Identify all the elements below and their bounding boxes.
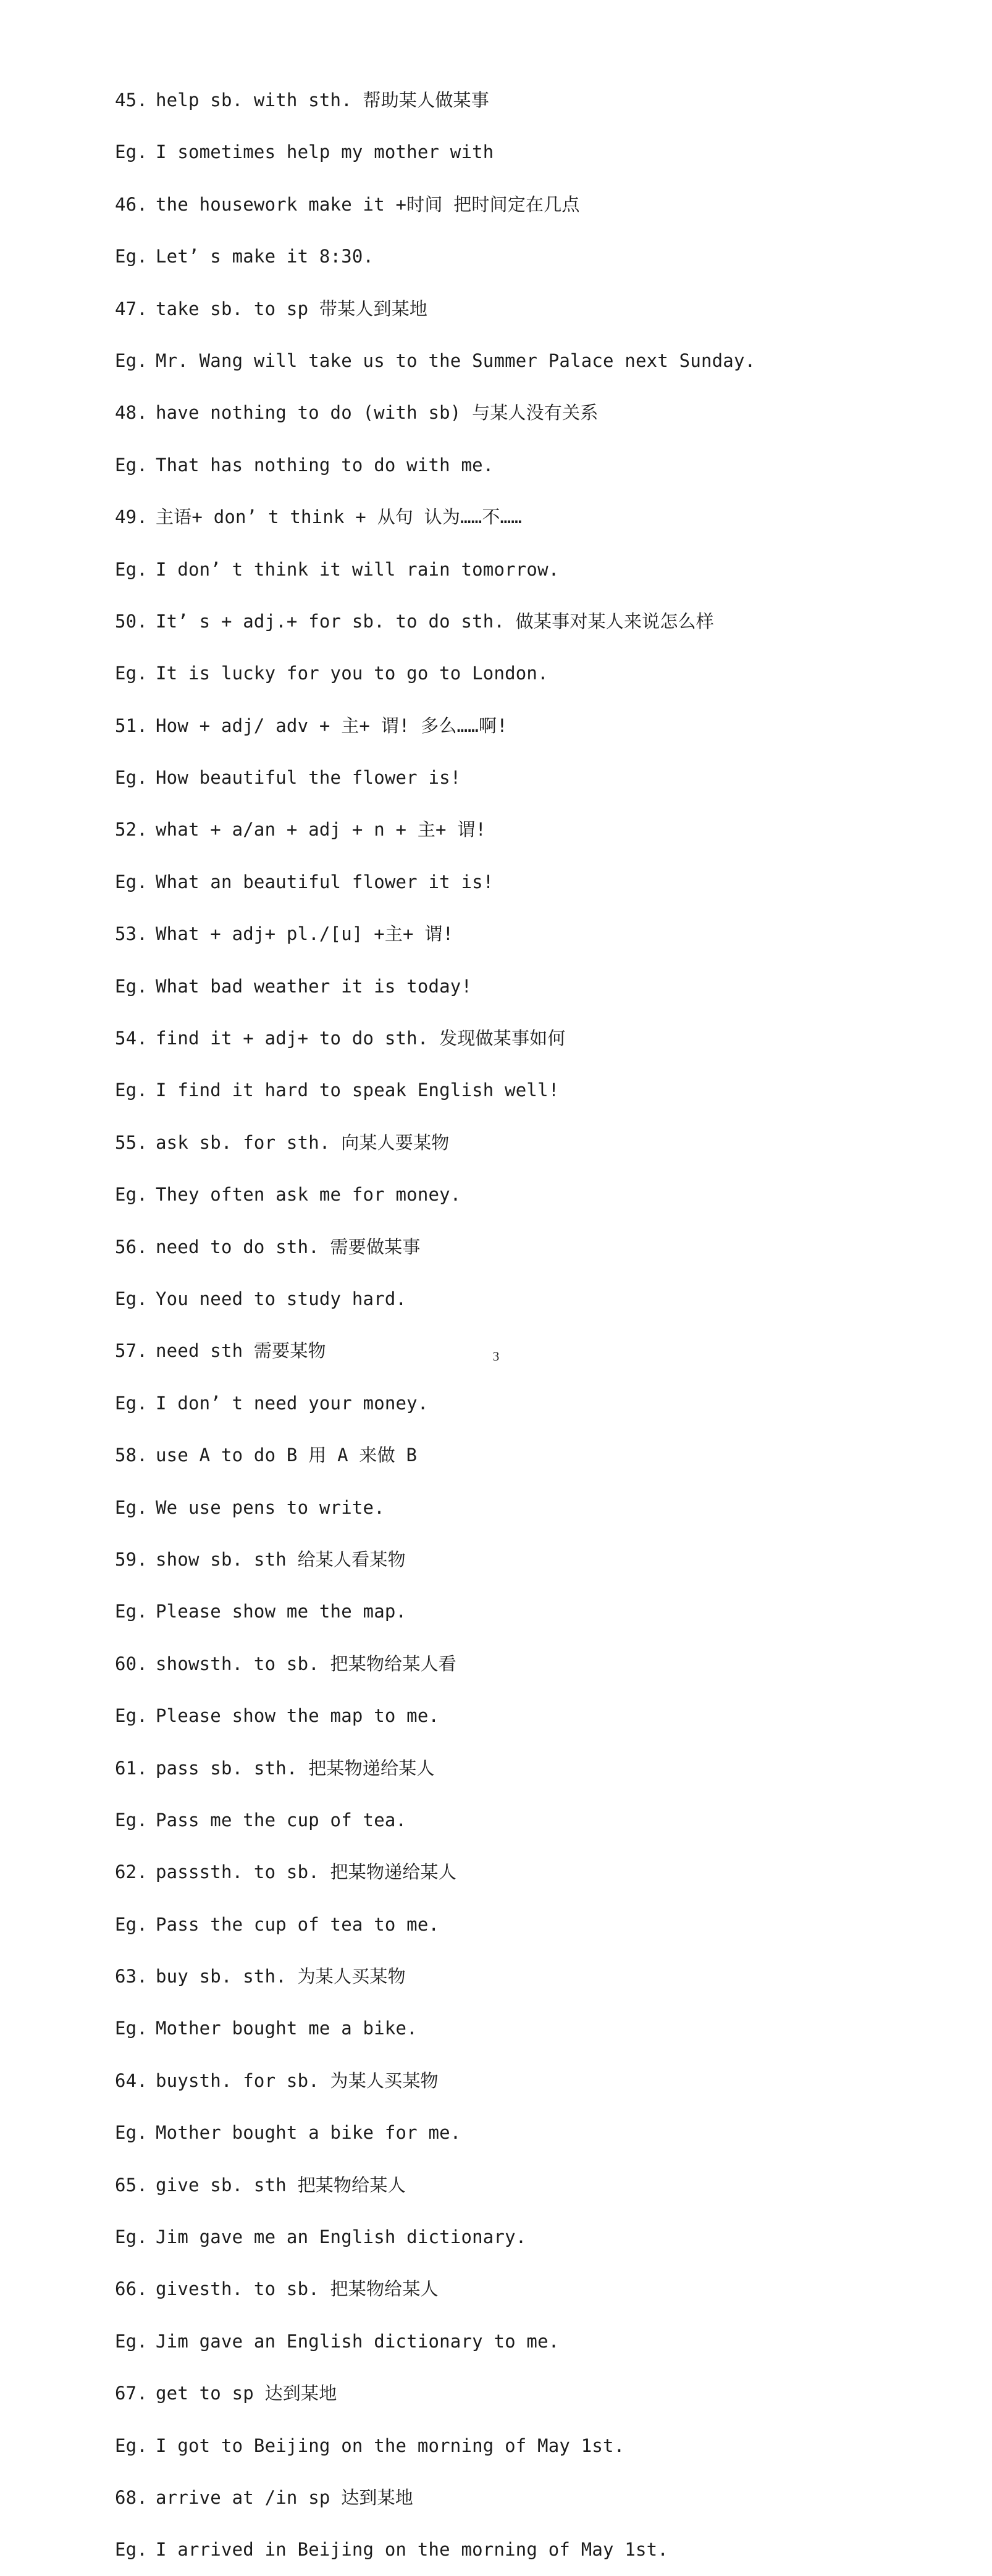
phrase-line <box>115 1533 918 1585</box>
item-number: 47. <box>115 298 148 319</box>
example-text: That has nothing to do with me. <box>156 454 494 476</box>
phrase-text: It’ s + adj.+ for sb. to do sth. 做某事对某人来说怎么样 <box>156 610 714 632</box>
phrase-text: find it + adj+ to do sth. 发现做某事如何 <box>156 1028 566 1049</box>
item-number: 56. <box>115 1236 148 1257</box>
phrase-line <box>115 1950 918 2002</box>
example-label: Eg. <box>115 350 148 371</box>
example-label: Eg. <box>115 1809 148 1831</box>
item-number: 66. <box>115 2278 148 2300</box>
example-line <box>115 1794 918 1846</box>
example-text: I find it hard to speak English well! <box>156 1080 560 1101</box>
item-number: 63. <box>115 1966 148 1987</box>
example-line <box>115 856 918 908</box>
example-label: Eg. <box>115 1184 148 1206</box>
phrase-line <box>115 908 918 960</box>
phrase-line <box>115 1638 918 1690</box>
item-number: 52. <box>115 819 148 841</box>
example-text: Please show the map to me. <box>156 1705 440 1727</box>
phrase-text: arrive at /in sp 达到某地 <box>156 2486 414 2508</box>
phrase-line <box>115 2472 918 2524</box>
phrase-text: ask sb. for sth. 向某人要某物 <box>156 1131 450 1153</box>
example-line <box>115 1585 918 1637</box>
phrase-line <box>115 1012 918 1064</box>
phrase-line <box>115 491 918 543</box>
item-number: 59. <box>115 1548 148 1570</box>
example-line <box>115 752 918 803</box>
example-text: Mr. Wang will take us to the Summer Palace next Sunday. <box>156 350 756 371</box>
item-number: 50. <box>115 610 148 632</box>
example-text: Pass me the cup of tea. <box>156 1809 407 1831</box>
example-label: Eg. <box>115 767 148 789</box>
example-label: Eg. <box>115 1705 148 1727</box>
item-number: 51. <box>115 715 148 736</box>
example-line <box>115 543 918 595</box>
phrase-text: give sb. sth 把某物给某人 <box>156 2174 406 2196</box>
example-label: Eg. <box>115 2018 148 2039</box>
example-label: Eg. <box>115 454 148 476</box>
item-number: 58. <box>115 1445 148 1466</box>
example-line <box>115 1377 918 1429</box>
example-label: Eg. <box>115 558 148 580</box>
example-line <box>115 1064 918 1116</box>
example-text: We use pens to write. <box>156 1496 385 1518</box>
phrase-text: use A to do B 用 A 来做 B <box>156 1445 418 1466</box>
phrase-line <box>115 1221 918 1273</box>
example-line <box>115 230 918 282</box>
item-number: 46. <box>115 193 148 215</box>
example-label: Eg. <box>115 246 148 267</box>
phrase-text: the housework make it +时间 把时间定在几点 <box>156 193 580 215</box>
phrase-line <box>115 1742 918 1794</box>
phrase-text: need sth 需要某物 <box>156 1340 326 1362</box>
phrase-text: have nothing to do (with sb) 与某人没有关系 <box>156 402 599 424</box>
example-line <box>115 2315 918 2367</box>
item-number: 54. <box>115 1028 148 1049</box>
phrase-line <box>115 700 918 752</box>
phrase-line <box>115 595 918 647</box>
example-line <box>115 2420 918 2472</box>
item-number: 68. <box>115 2486 148 2508</box>
example-label: Eg. <box>115 2539 148 2561</box>
item-number: 55. <box>115 1131 148 1153</box>
example-text: Jim gave an English dictionary to me. <box>156 2330 560 2352</box>
phrase-text: pass sb. sth. 把某物递给某人 <box>156 1757 435 1779</box>
example-text: Pass the cup of tea to me. <box>156 1913 440 1935</box>
item-number: 62. <box>115 1861 148 1883</box>
example-text: How beautiful the flower is! <box>156 767 461 789</box>
phrase-line <box>115 387 918 438</box>
phrase-line <box>115 2055 918 2107</box>
phrase-text: givesth. to sb. 把某物给某人 <box>156 2278 439 2300</box>
example-label: Eg. <box>115 1392 148 1414</box>
example-text: I don’ t need your money. <box>156 1392 429 1414</box>
example-line <box>115 2002 918 2054</box>
phrase-line <box>115 1429 918 1481</box>
example-text: It is lucky for you to go to London. <box>156 663 549 684</box>
example-label: Eg. <box>115 1496 148 1518</box>
item-number: 45. <box>115 90 148 111</box>
example-text: They often ask me for money. <box>156 1184 461 1206</box>
example-label: Eg. <box>115 1288 148 1309</box>
item-number: 65. <box>115 2174 148 2196</box>
phrase-list <box>115 74 918 2576</box>
example-line <box>115 1482 918 1533</box>
phrase-line <box>115 1846 918 1898</box>
item-number: 49. <box>115 506 148 528</box>
example-line <box>115 647 918 699</box>
phrase-text: need to do sth. 需要做某事 <box>156 1236 421 1257</box>
example-line <box>115 439 918 491</box>
example-text: Please show me the map. <box>156 1601 407 1622</box>
item-number: 53. <box>115 923 148 945</box>
example-label: Eg. <box>115 663 148 684</box>
page-number: 3 <box>492 1349 500 1364</box>
item-number: 67. <box>115 2383 148 2404</box>
example-line <box>115 1168 918 1220</box>
item-number: 61. <box>115 1757 148 1779</box>
phrase-text: What + adj+ pl./[u] +主+ 谓! <box>156 923 454 945</box>
example-line <box>115 126 918 178</box>
item-number: 57. <box>115 1340 148 1362</box>
item-number: 48. <box>115 402 148 424</box>
phrase-text: what + a/an + adj + n + 主+ 谓! <box>156 819 487 841</box>
phrase-text: passsth. to sb. 把某物递给某人 <box>156 1861 456 1883</box>
example-text: Let’ s make it 8:30. <box>156 246 374 267</box>
example-text: I got to Beijing on the morning of May 1st. <box>156 2435 625 2456</box>
phrase-line <box>115 283 918 335</box>
example-text: I don’ t think it will rain tomorrow. <box>156 558 560 580</box>
example-text: What an beautiful flower it is! <box>156 871 494 892</box>
item-number: 60. <box>115 1653 148 1674</box>
example-label: Eg. <box>115 1913 148 1935</box>
example-label: Eg. <box>115 1601 148 1622</box>
phrase-line <box>115 74 918 126</box>
example-line <box>115 335 918 387</box>
phrase-text: take sb. to sp 带某人到某地 <box>156 298 428 319</box>
example-text: I arrived in Beijing on the morning of May 1st. <box>156 2539 668 2561</box>
phrase-line <box>115 2367 918 2419</box>
phrase-line <box>115 1117 918 1168</box>
item-number: 64. <box>115 2070 148 2091</box>
example-line <box>115 960 918 1012</box>
example-label: Eg. <box>115 2435 148 2456</box>
phrase-line <box>115 2263 918 2315</box>
phrase-text: get to sp 达到某地 <box>156 2383 337 2404</box>
phrase-text: 主语+ don’ t think + 从句 认为……不…… <box>156 506 522 528</box>
example-label: Eg. <box>115 2330 148 2352</box>
example-label: Eg. <box>115 141 148 163</box>
example-label: Eg. <box>115 975 148 997</box>
phrase-line <box>115 178 918 230</box>
example-label: Eg. <box>115 2226 148 2248</box>
example-line <box>115 1273 918 1325</box>
phrase-text: buy sb. sth. 为某人买某物 <box>156 1966 406 1987</box>
example-label: Eg. <box>115 1080 148 1101</box>
example-line <box>115 1690 918 1742</box>
example-text: You need to study hard. <box>156 1288 407 1309</box>
example-text: What bad weather it is today! <box>156 975 473 997</box>
example-text: Mother bought me a bike. <box>156 2018 418 2039</box>
phrase-text: showsth. to sb. 把某物给某人看 <box>156 1653 456 1674</box>
example-text: Mother bought a bike for me. <box>156 2122 461 2144</box>
example-label: Eg. <box>115 871 148 892</box>
example-line <box>115 2211 918 2263</box>
example-line <box>115 1898 918 1950</box>
example-text: Jim gave me an English dictionary. <box>156 2226 527 2248</box>
phrase-line <box>115 2159 918 2211</box>
phrase-text: buysth. for sb. 为某人买某物 <box>156 2070 439 2091</box>
example-line <box>115 2107 918 2159</box>
phrase-text: help sb. with sth. 帮助某人做某事 <box>156 90 489 111</box>
phrase-text: How + adj/ adv + 主+ 谓! 多么……啊! <box>156 715 508 736</box>
example-label: Eg. <box>115 2122 148 2144</box>
example-line <box>115 2524 918 2575</box>
phrase-line <box>115 803 918 855</box>
phrase-text: show sb. sth 给某人看某物 <box>156 1548 406 1570</box>
example-text: I sometimes help my mother with <box>156 141 494 163</box>
